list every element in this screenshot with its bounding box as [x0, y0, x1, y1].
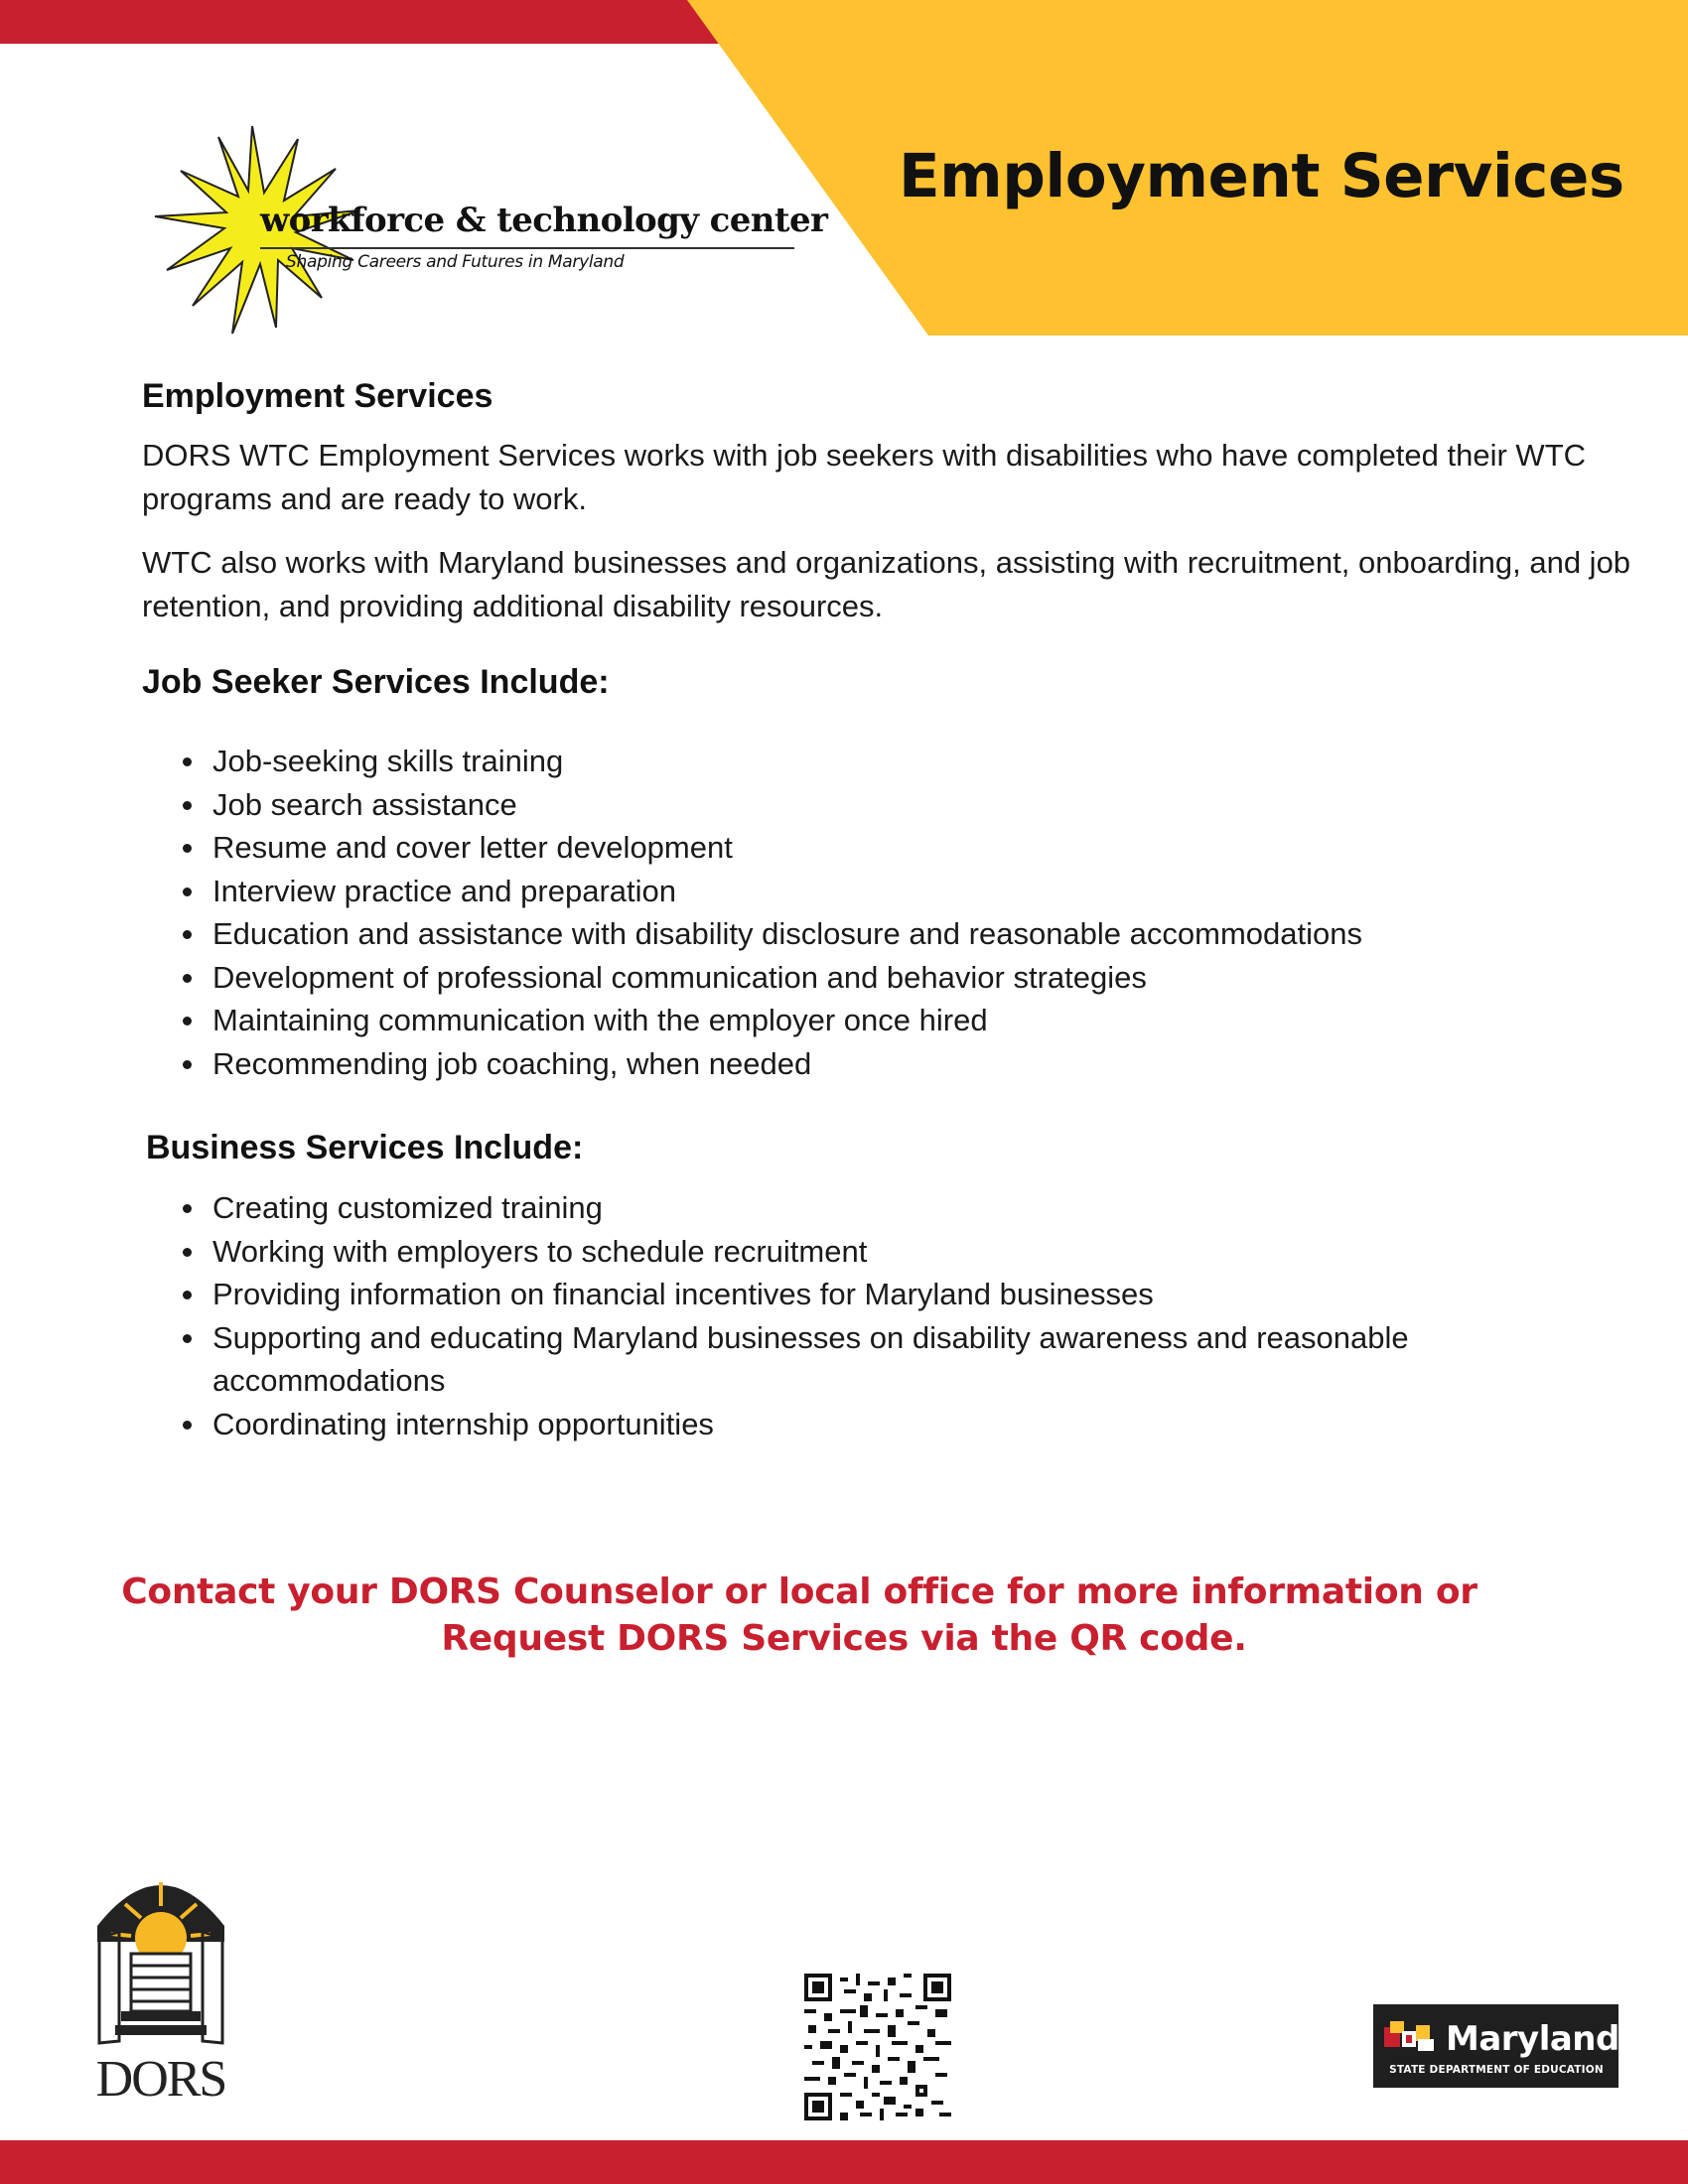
list-item: Creating customized training: [143, 1186, 1583, 1230]
dors-logo-text: DORS: [95, 2051, 226, 2108]
list-item: Providing information on financial incentives for Maryland businesses: [143, 1273, 1583, 1316]
logo-rule: [260, 247, 794, 249]
list-item: Working with employers to schedule recruitment: [143, 1230, 1583, 1274]
list-item: Interview practice and preparation: [143, 870, 1583, 913]
maryland-name: Maryland: [1446, 2019, 1619, 2059]
qr-code-icon[interactable]: [804, 1974, 951, 2120]
intro-heading: Employment Services: [142, 377, 493, 415]
intro-paragraph-2: WTC also works with Maryland businesses and organizations, assisting with recruitment, onboarding, and job retention, and providing additional disability resources.: [142, 545, 1631, 623]
contact-callout: [99, 1569, 1589, 1662]
list-item: Education and assistance with disability disclosure and reasonable accommodations: [143, 912, 1583, 956]
bottom-red-bar: [0, 2140, 1688, 2184]
wtc-logo-tagline: Shaping Careers and Futures in Maryland: [286, 252, 625, 272]
maryland-flag-icon: [1382, 2015, 1440, 2059]
list-item: Development of professional communication and behavior strategies: [143, 956, 1583, 1000]
contact-line-2: Request DORS Services via the QR code.: [441, 1618, 1247, 1659]
business-heading: Business Services Include:: [146, 1129, 584, 1166]
list-item: Job-seeking skills training: [143, 740, 1583, 783]
list-item: Recommending job coaching, when needed: [143, 1042, 1583, 1086]
list-item: Job search assistance: [143, 783, 1583, 827]
list-item: Maintaining communication with the employer once hired: [143, 999, 1583, 1042]
list-item: Coordinating internship opportunities: [143, 1403, 1583, 1446]
maryland-subtitle: STATE DEPARTMENT OF EDUCATION: [1389, 2064, 1604, 2076]
page-title: Employment Services: [899, 141, 1624, 211]
business-list: [143, 1186, 1583, 1445]
list-item: Supporting and educating Maryland businesses on disability awareness and reasonable accommodations: [143, 1316, 1503, 1403]
contact-line-1: Contact your DORS Counselor or local office for more information or: [121, 1571, 1477, 1612]
job-seeker-list: [143, 740, 1583, 1085]
intro-paragraph-1: DORS WTC Employment Services works with job seekers with disabilities who have completed their WTC programs and are ready to work.: [142, 438, 1587, 516]
list-item: Resume and cover letter development: [143, 826, 1583, 870]
job-seeker-heading: Job Seeker Services Include:: [142, 663, 610, 701]
wtc-logo-name: workforce & technology center: [260, 201, 828, 240]
